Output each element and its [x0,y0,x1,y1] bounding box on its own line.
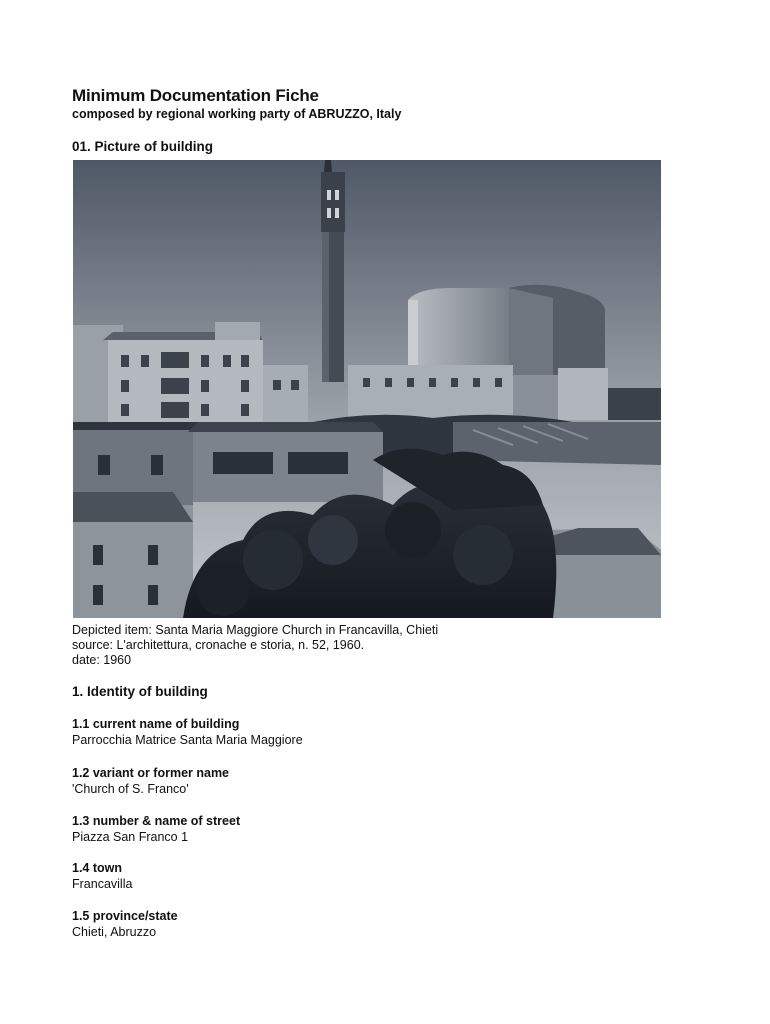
field-value: Parrocchia Matrice Santa Maria Maggiore [72,733,303,747]
picture-section-heading: 01. Picture of building [72,139,214,154]
photo-caption [72,623,438,668]
identity-section-heading: 1. Identity of building [72,684,208,699]
field-current-name [72,716,303,748]
field-province-state [72,908,178,940]
caption-depicted-item: Depicted item: Santa Maria Maggiore Church in Francavilla, Chieti [72,623,439,637]
field-street [72,813,240,845]
field-label: 1.4 town [72,861,123,875]
field-label: 1.5 province/state [72,909,178,923]
field-label: 1.1 current name of building [72,717,240,731]
field-value: Chieti, Abruzzo [72,925,157,939]
field-town [72,860,132,892]
bell-tower [321,160,345,382]
document-title: Minimum Documentation Fiche [72,86,319,105]
field-value: 'Church of S. Franco' [72,782,189,796]
field-label: 1.3 number & name of street [72,814,241,828]
field-label: 1.2 variant or former name [72,766,230,780]
field-value: Francavilla [72,877,133,891]
caption-date: date: 1960 [72,653,132,667]
field-value: Piazza San Franco 1 [72,830,189,844]
document-subtitle: composed by regional working party of ABRUZZO, Italy [72,107,402,121]
building-photo [73,160,661,618]
field-variant-name [72,765,229,797]
caption-source: source: L'architettura, cronache e storia, n. 52, 1960. [72,638,365,652]
